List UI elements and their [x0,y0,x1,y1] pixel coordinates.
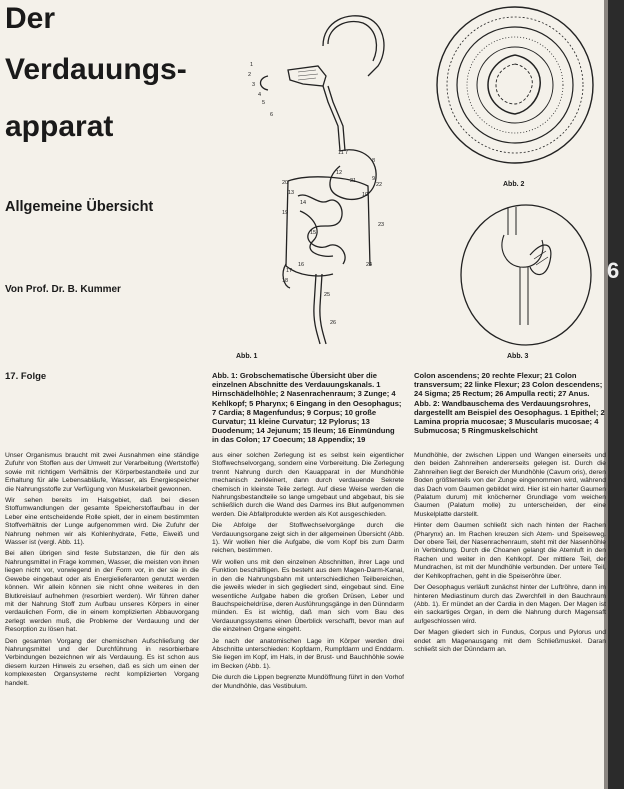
figure-1-number: 5 [262,100,266,106]
figure-3-oesophagus-schema [458,195,608,350]
figure-1-number: 16 [298,262,305,268]
figure-1-number: 9 [372,176,376,182]
figure-2-wall-schema [430,0,606,178]
figure-1-number: 11 [338,150,344,156]
figure-1-number: 7 [345,150,349,156]
title-line-1: Der [5,2,56,35]
paragraph: Den gesamten Vorgang der chemischen Aufschließung der Nahrungsmittel und der Durchführung in resorbierbare Verbindungen bezeichnen wir als Verdauung. Es ist schon aus diesem kurzen Hinweis zu ersehen, daß es sich um einen der komplexesten Organsysteme recht komplizierten Vorgang handelt. [5,637,199,687]
paragraph: Bei allen übrigen sind feste Substanzen, die für den als Nahrungsmittel in Frage kommen, Wasser, die meisten von ihnen liegen nicht vor, vorwiegend in der Form vor, in der sie in die Gewebe eingebaut oder als Energielieferanten genutzt werden können. Wir allein können sie nicht ohne weiteres in den Blutkreislauf aufnehmen (resorbiert werden). Wir führen daher mit der Nahrung Stoff zum Aufbau unseres Körpers in einer verdaulichen Form, die in einem komplizierten Abbauvorgang zerlegt werden muß, die Probleme der Verdauung und der Resorption zu lösen hat. [5,550,199,634]
adjacent-page-strip [608,0,624,789]
subtitle: Allgemeine Übersicht [5,199,154,215]
figure-1-number: 23 [378,222,385,228]
figure-1-label: Abb. 1 [236,353,258,360]
paragraph: Wir sehen bereits im Halsgebiet, daß bei diesen Stoffumwandlungen der gesamte Speicherstoffaufbau in der Leber eine entscheidende Rolle spielt, der in einem bestimmten Stoffverhältnis der Lunge aufgenommen wird. Die Zufuhr der Nahrung nehmen wir als Kohlenhydrate, Fette, Eiweiß und Wasser ist (vergl. Abb. 11). [5,497,199,547]
paragraph: Die Abfolge der Stoffwechselvorgänge durch die Verdauungsorgane zeigt sich in der allgemeinen Übersicht (Abb. 1). Wir wollen hier die Aufgabe, die vom Kopf bis zum Darm reichen, bestimmen. [212,522,404,555]
figure-1-number: 4 [258,92,262,98]
figure-1-number: 26 [330,320,337,326]
figure-1-number: 18 [282,278,289,284]
author-line: Von Prof. Dr. B. Kummer [5,284,121,295]
paragraph: Unser Organismus braucht mit zwei Ausnahmen eine ständige Zufuhr von Stoffen aus der Umwelt zur Verarbeitung (Wertstoffe) sowie mit richtigem Verhältnis der Körperbestandteile und zur Erhaltung für alle Lebensabläufe, Wasser, als Energiespeicher die Nahrungsstoffe zur Verfügung von Muskelarbeit gewonnen. [5,452,199,493]
paragraph: Der Oesophagus verläuft zunächst hinter der Luftröhre, dann im hinteren Mediastinum durch das Zwerchfell in den Bauchraum (Abb. 1). Er mündet an der Cardia in den Magen. Der Magen ist ein sackartiges Organ, in dem die Nahrung durch Magensaft aufgeschlossen wird. [414,584,606,625]
figure-1-number: 24 [366,262,373,268]
paragraph: Der Magen gliedert sich in Fundus, Corpus und Pylorus und endet am Magenausgang mit dem Schließmuskel. Daran schließt sich der Dünndarm an. [414,629,606,653]
figure-1-number: 8 [372,158,376,164]
figure-1-number: 1 [250,62,254,68]
paragraph: Hinter dem Gaumen schließt sich nach hinten der Rachen (Pharynx) an. Im Rachen kreuzen sich Atem- und Speiseweg. Der obere Teil, der Nasenrachenraum, steht mit der Nasenhöhle in Verbindung. Durch die Choanen gelangt die Atemluft in den Rachen und weiter in den Kehlkopf. Der mittlere Teil, der Mundrachen, ist mit der Mundhöhle verbunden. Der untere Teil, der Kehlkopfrachen, geht in die Speiseröhre über. [414,522,606,580]
title-line-2: Verdauungs- [5,53,187,86]
figure-1-number: 2 [248,72,252,78]
paragraph: Die durch die Lippen begrenzte Mundöffnung führt in den Vorhof der Mundhöhle, das Vestibulum. [212,674,404,690]
caption-figure-1: Abb. 1: Grobschematische Übersicht über die einzelnen Abschnitte des Verdauungskanals. 1 Hirnschädelhöhle; 2 Nasenrachenraum; 3 Zunge; 4 Kehlkopf; 5 Pharynx; 6 Eingang in den Oesophagus; 7 Cardia; 8 Magenfundus; 9 Corpus; 10 große Curvatur; 11 kleine Curvatur; 12 Pylorus; 13 Duodenum; 14 Jejunum; 15 Ileum; 16 Einmündung in das Colon; 17 Coecum; 18 Appendix; 19 [212,371,402,445]
figure-2-label: Abb. 2 [503,181,525,188]
figure-1-number: 3 [252,82,256,88]
figure-1-number: 20 [282,180,289,186]
figure-1-number: 15 [310,230,317,236]
paragraph: Wir wollen uns mit den einzelnen Abschnitten, ihrer Lage und Funktion beschäftigen. Es besteht aus dem Magen-Darm-Kanal, in den die Nahrungsbahn mit unterschiedlichen Teilbereichen, die jeweils wieder in sich gegliedert sind, eingebaut sind. Eine wesentliche Aufgabe haben die großen Drüsen, Leber und Bauchspeicheldrüse, deren Ausführungsgänge in den Dünndarm münden. Es ist wichtig, daß man sich vom Bau des Verdauungssystems einen Überblick verschafft, bevor man auf die einzelnen Organe eingeht. [212,558,404,634]
series-number: 17. Folge [5,371,47,382]
title-line-3: apparat [5,110,114,143]
paragraph: aus einer solchen Zerlegung ist es selbst kein eigentlicher Stoffwechselvorgang, sondern eine Vorbereitung. Die Zerlegung trennt Nahrung durch den Kauapparat in der Mundhöhle mechanisch zerkleinert, dann durch verdauende Sekrete chemisch in kleinste Teile zerlegt. Auf diese Weise werden die Nahrungsbestandteile so lange umgebaut und abgebaut, bis sie schließlich durch die Wand des Darmes ins Blut aufgenommen werden. Die Abfallprodukte werden als Kot ausgeschieden. [212,452,404,518]
figure-1-number: 12 [336,170,343,176]
figure-1-number: 21 [350,178,357,184]
body-column-3 [414,452,606,782]
figure-1-number: 10 [362,192,369,198]
figure-1-number: 14 [300,200,307,206]
figure-1-number: 17 [286,268,293,274]
paragraph: Je nach der anatomischen Lage im Körper werden drei Abschnitte unterschieden: Kopfdarm, Rumpfdarm und Enddarm. Sie liegen im Kopf, im Hals, in der Brust- und Bauchhöhle sowie im Becken (Abb. 1). [212,637,404,670]
figure-3-label: Abb. 3 [507,353,529,360]
paragraph: Mundhöhle, der zwischen Lippen und Wangen einerseits und den beiden Zahnreihen andererseits gelegen ist. Durch die Zahnreihen liegt der Bereich der Mundhöhle (Cavum oris), deren Boden größtenteils von der Zunge eingenommen wird, während das Dach vom Gaumen gebildet wird. Hier ist ein harter Gaumen (Palatum durum) mit knöcherner Grundlage vom weichen Gaumen (Palatum molle) zu unterscheiden, der eine Muskelplatte darstellt. [414,452,606,518]
figure-1-number: 13 [288,190,295,196]
figure-1-number: 22 [376,182,383,188]
body-column-1 [5,452,199,782]
caption-figure-2-3: Colon ascendens; 20 rechte Flexur; 21 Colon transversum; 22 linke Flexur; 23 Colon descendens; 24 Sigma; 25 Rectum; 26 Ampulla recti; 27 Anus. Abb. 2: Wandbauschema des Verdauungsrohres, dargestellt am Beispiel des Oesophagus. 1 Epithel; 2 Lamina propria mucosae; 3 Muscularis mucosae; 4 Submucosa; 5 Ringmuskelschicht [414,371,605,436]
body-column-2 [212,452,404,782]
figure-1-digestive-tract [228,6,408,351]
adjacent-page-mark: 6 [607,258,620,283]
figure-1-number: 6 [270,112,274,118]
figure-1-number: 19 [282,210,289,216]
figure-1-number: 25 [324,292,331,298]
